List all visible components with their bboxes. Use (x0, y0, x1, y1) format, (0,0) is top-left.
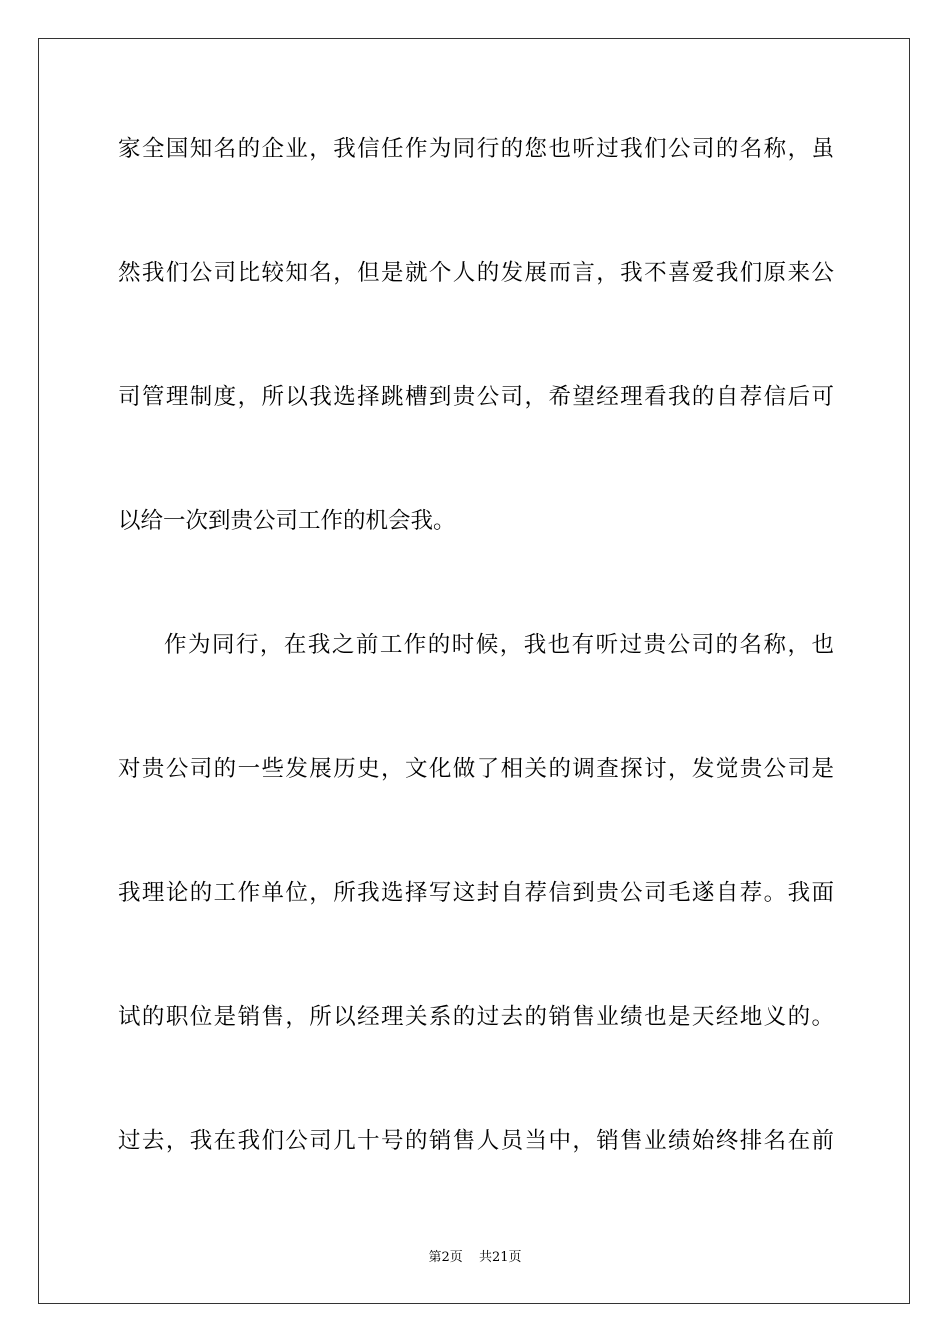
page-footer (0, 1246, 950, 1265)
text-line: 对贵公司的一些发展历史，文化做了相关的调查探讨，发觉贵公司是 (118, 756, 834, 782)
text-line: 然我们公司比较知名，但是就个人的发展而言，我不喜爱我们原来公 (118, 260, 834, 286)
text-line: 试的职位是销售，所以经理关系的过去的销售业绩也是天经地义的。 (118, 1004, 834, 1030)
text-line: 家全国知名的企业，我信任作为同行的您也听过我们公司的名称，虽 (118, 136, 834, 162)
text-line: 司管理制度，所以我选择跳槽到贵公司，希望经理看我的自荐信后可 (118, 384, 834, 410)
page-number-total: 共21页 (478, 1250, 522, 1265)
document-body (118, 124, 834, 1240)
text-line: 我理论的工作单位，所我选择写这封自荐信到贵公司毛遂自荐。我面 (118, 880, 834, 906)
paragraph-start-line: 作为同行，在我之前工作的时候，我也有听过贵公司的名称，也 (164, 632, 834, 658)
text-line: 以给一次到贵公司工作的机会我。 (118, 508, 456, 534)
text-line: 过去，我在我们公司几十号的销售人员当中，销售业绩始终排名在前 (118, 1128, 834, 1154)
page-number-current: 第2页 (428, 1250, 463, 1265)
